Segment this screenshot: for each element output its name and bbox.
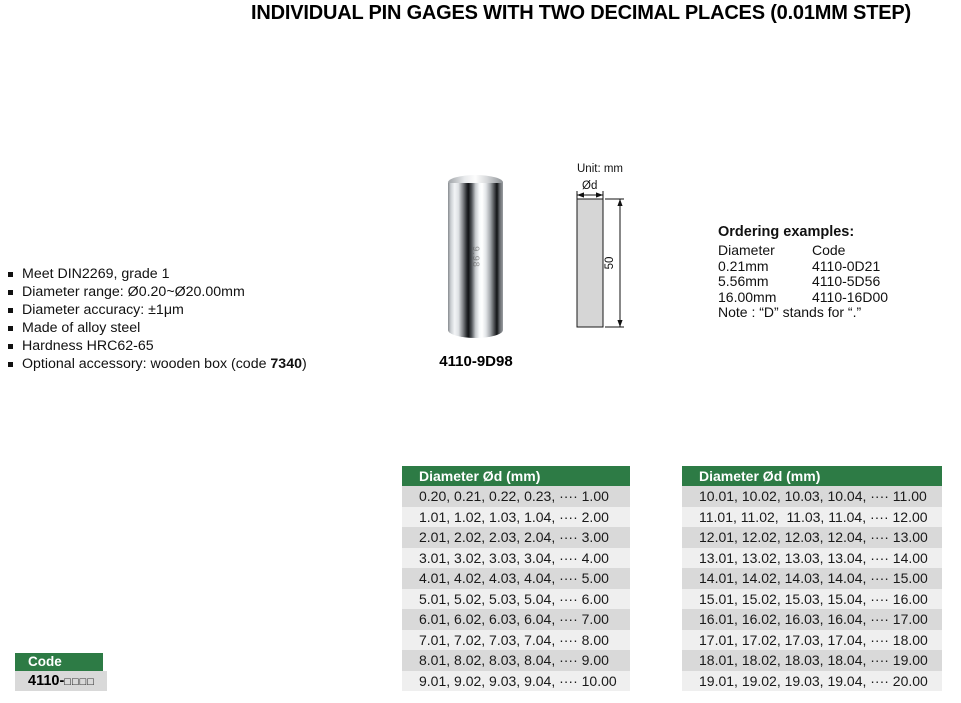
length-dim-label: 50	[604, 256, 616, 270]
table-header: Diameter Ød (mm)	[682, 466, 942, 486]
table-row: 19.01, 19.02, 19.03, 19.04, ···· 20.00	[682, 671, 942, 692]
arrow-right-icon	[596, 192, 603, 197]
ordering-diameter: 5.56mm	[718, 273, 769, 290]
feature-item	[8, 302, 307, 320]
code-box-header: Code	[15, 653, 103, 671]
feature-text: Hardness HRC62-65	[22, 338, 154, 354]
feature-text: Diameter range: Ø0.20~Ø20.00mm	[22, 284, 245, 300]
table-row: 16.01, 16.02, 16.03, 16.04, ···· 17.00	[682, 609, 942, 630]
feature-item	[8, 320, 307, 338]
ordering-code: 4110-5D56	[812, 273, 881, 290]
ordering-examples	[718, 224, 888, 321]
page-title: INDIVIDUAL PIN GAGES WITH TWO DECIMAL PLACES (0.01MM STEP)	[251, 2, 911, 24]
diameter-table-left	[402, 466, 630, 691]
ordering-heading: Ordering examples:	[718, 224, 855, 240]
ordering-row	[718, 259, 888, 275]
feature-text: Diameter accuracy: ±1μm	[22, 302, 184, 318]
ordering-col-code: Code	[812, 242, 846, 258]
table-row: 6.01, 6.02, 6.03, 6.04, ···· 7.00	[402, 609, 630, 630]
table-row: 10.01, 10.02, 10.03, 10.04, ···· 11.00	[682, 486, 942, 507]
feature-item	[8, 284, 307, 302]
table-row: 3.01, 3.02, 3.03, 3.04, ···· 4.00	[402, 548, 630, 569]
feature-text: Meet DIN2269, grade 1	[22, 266, 170, 282]
feature-item-optional-accessory	[8, 356, 307, 374]
table-row: 5.01, 5.02, 5.03, 5.04, ···· 6.00	[402, 589, 630, 610]
bullet-square-icon	[8, 344, 13, 349]
arrow-down-icon	[617, 320, 622, 327]
ordering-row	[718, 290, 888, 306]
table-row: 17.01, 17.02, 17.03, 17.04, ···· 18.00	[682, 630, 942, 651]
diameter-dim-label: Ød	[582, 180, 598, 192]
ordering-col-diameter: Diameter	[718, 242, 775, 258]
table-row: 13.01, 13.02, 13.03, 13.04, ···· 14.00	[682, 548, 942, 569]
feature-item	[8, 338, 307, 356]
table-row: 11.01, 11.02, 11.03, 11.04, ···· 12.00	[682, 507, 942, 528]
ordering-header-row	[718, 243, 888, 259]
table-row: 4.01, 4.02, 4.03, 4.04, ···· 5.00	[402, 568, 630, 589]
ordering-row	[718, 274, 888, 290]
table-row: 0.20, 0.21, 0.22, 0.23, ···· 1.00	[402, 486, 630, 507]
ordering-diameter: 16.00mm	[718, 288, 777, 305]
bullet-square-icon	[8, 326, 13, 331]
table-row: 15.01, 15.02, 15.03, 15.04, ···· 16.00	[682, 589, 942, 610]
table-row: 18.01, 18.02, 18.03, 18.04, ···· 19.00	[682, 650, 942, 671]
ordering-code: 4110-16D00	[812, 288, 889, 305]
table-row: 12.01, 12.02, 12.03, 12.04, ···· 13.00	[682, 527, 942, 548]
bullet-square-icon	[8, 308, 13, 313]
table-row: 1.01, 1.02, 1.03, 1.04, ···· 2.00	[402, 507, 630, 528]
bullet-square-icon	[8, 362, 13, 367]
arrow-up-icon	[617, 199, 622, 206]
ordering-code: 4110-0D21	[812, 257, 881, 274]
pin-engraving-text: 9.98	[471, 246, 481, 268]
product-code-label: 4110-9D98	[439, 353, 513, 370]
table-row: 9.01, 9.02, 9.03, 9.04, ···· 10.00	[402, 671, 630, 692]
arrow-left-icon	[577, 192, 584, 197]
code-box-value: 4110-□□□□	[15, 671, 107, 691]
feature-list	[8, 266, 307, 374]
feature-item	[8, 266, 307, 284]
table-header: Diameter Ød (mm)	[402, 466, 630, 486]
ordering-diameter: 0.21mm	[718, 257, 769, 274]
unit-label: Unit: mm	[577, 163, 623, 175]
ordering-note: Note : “D” stands for “.”	[718, 304, 862, 321]
code-box	[15, 653, 107, 691]
feature-text: Made of alloy steel	[22, 320, 141, 336]
feature-text: Optional accessory: wooden box (code 7340)	[22, 356, 307, 372]
table-row: 2.01, 2.02, 2.03, 2.04, ···· 3.00	[402, 527, 630, 548]
bullet-square-icon	[8, 272, 13, 277]
bullet-square-icon	[8, 290, 13, 295]
diameter-table-right	[682, 466, 942, 691]
table-row: 8.01, 8.02, 8.03, 8.04, ···· 9.00	[402, 650, 630, 671]
dimension-drawing	[560, 156, 648, 342]
pin-outline-rect	[577, 199, 603, 327]
table-row: 14.01, 14.02, 14.03, 14.04, ···· 15.00	[682, 568, 942, 589]
table-row: 7.01, 7.02, 7.03, 7.04, ···· 8.00	[402, 630, 630, 651]
code-placeholder-squares: □□□□	[64, 676, 95, 688]
